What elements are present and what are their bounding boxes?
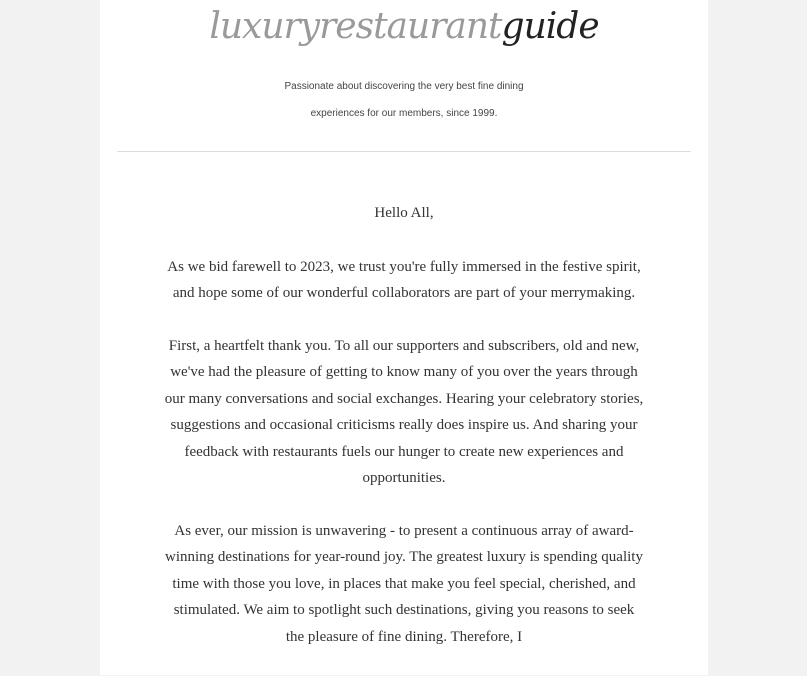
tagline-line-1: Passionate about discovering the very best fine dining — [284, 81, 524, 92]
tagline-line-2: experiences for our members, since 1999. — [310, 108, 498, 119]
brand-logo[interactable] — [100, 2, 708, 52]
letter-paragraph-2: First, a heartfelt thank you. To all our supporters and subscribers, old and new, we've had the pleasure of getting to know many of you over the years through our many conversations and social exchanges. Hearing your celebratory stories, suggestions and occasional criticisms really does inspire us. And sharing your feedback with restaurants fuels our hunger to create new experiences and opportunities. — [164, 337, 644, 486]
letter-greeting: Hello All, — [374, 205, 434, 221]
header-divider — [117, 151, 691, 152]
letter-body — [164, 200, 644, 676]
letter-paragraph-3: As ever, our mission is unwavering - to present a continuous array of award-winning destinations for year-round joy. The greatest luxury is spending quality time with those you love, in places that make you feel special, cherished, and stimulated. We aim to spotlight such destinations, giving you reasons to seek the pleasure of fine dining. Therefore, I — [165, 522, 643, 645]
letter-paragraph-1: As we bid farewell to 2023, we trust you're fully immersed in the festive spirit, and hope some of our wonderful collaborators are part of your merrymaking. — [167, 258, 641, 301]
logo-text-dark: guide — [501, 6, 599, 47]
logo-text-light: luxuryrestaurant — [209, 6, 502, 47]
email-page — [100, 0, 708, 675]
tagline — [204, 73, 604, 127]
